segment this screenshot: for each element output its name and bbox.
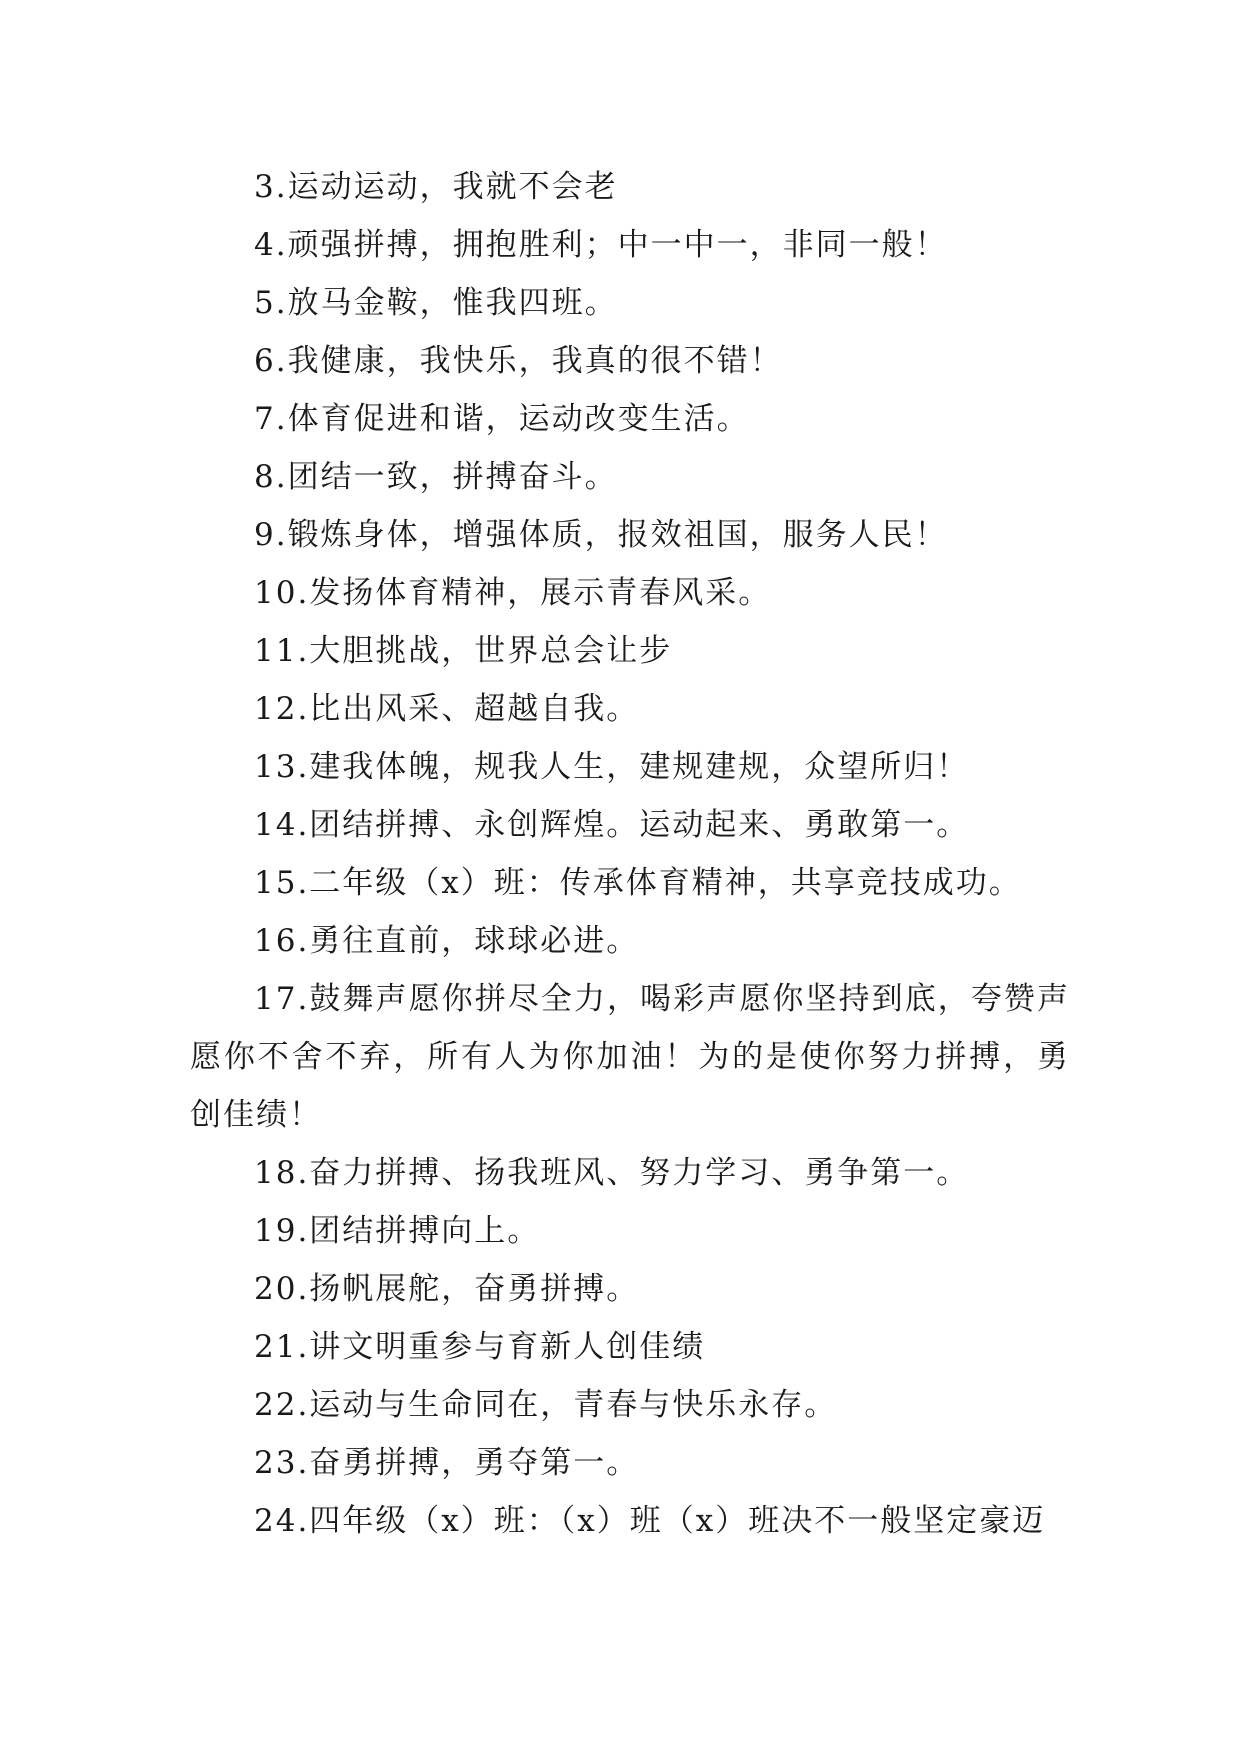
list-item: 3.运动运动，我就不会老 xyxy=(254,169,618,205)
list-item: 24.四年级（x）班：（x）班（x）班决不一般坚定豪迈 xyxy=(254,1503,1046,1539)
list-item: 19.团结拼搏向上。 xyxy=(254,1213,541,1249)
list-item: 11.大胆挑战，世界总会让步 xyxy=(254,633,673,669)
list-item: 5.放马金鞍，惟我四班。 xyxy=(254,285,618,321)
list-item: 16.勇往直前，球球必进。 xyxy=(254,923,640,959)
list-item: 4.顽强拼搏，拥抱胜利；中一中一，非同一般！ xyxy=(254,227,948,263)
list-item: 15.二年级（x）班：传承体育精神，共享竞技成功。 xyxy=(254,865,1022,901)
list-item: 21.讲文明重参与育新人创佳绩 xyxy=(254,1329,706,1365)
list-item: 7.体育促进和谐，运动改变生活。 xyxy=(254,401,750,437)
list-item: 9.锻炼身体，增强体质，报效祖国，服务人民！ xyxy=(254,517,948,553)
list-item: 18.奋力拼搏、扬我班风、努力学习、勇争第一。 xyxy=(254,1155,970,1191)
list-item: 12.比出风采、超越自我。 xyxy=(254,691,640,727)
list-item: 14.团结拼搏、永创辉煌。运动起来、勇敢第一。 xyxy=(254,807,970,843)
slogan-list xyxy=(190,158,1080,1550)
list-item: 22.运动与生命同在，青春与快乐永存。 xyxy=(254,1387,838,1423)
list-item: 20.扬帆展舵，奋勇拼搏。 xyxy=(254,1271,640,1307)
list-item: 6.我健康，我快乐，我真的很不错！ xyxy=(254,343,783,379)
list-item: 23.奋勇拼搏，勇夺第一。 xyxy=(254,1445,640,1481)
list-item: 17.鼓舞声愿你拼尽全力，喝彩声愿你坚持到底，夸赞声愿你不舍不弃，所有人为你加油！为的是使你努力拼搏，勇创佳绩！ xyxy=(190,981,1070,1133)
list-item: 8.团结一致，拼搏奋斗。 xyxy=(254,459,618,495)
list-item: 13.建我体魄，规我人生，建规建规，众望所归！ xyxy=(254,749,970,785)
list-item: 10.发扬体育精神，展示青春风采。 xyxy=(254,575,772,611)
